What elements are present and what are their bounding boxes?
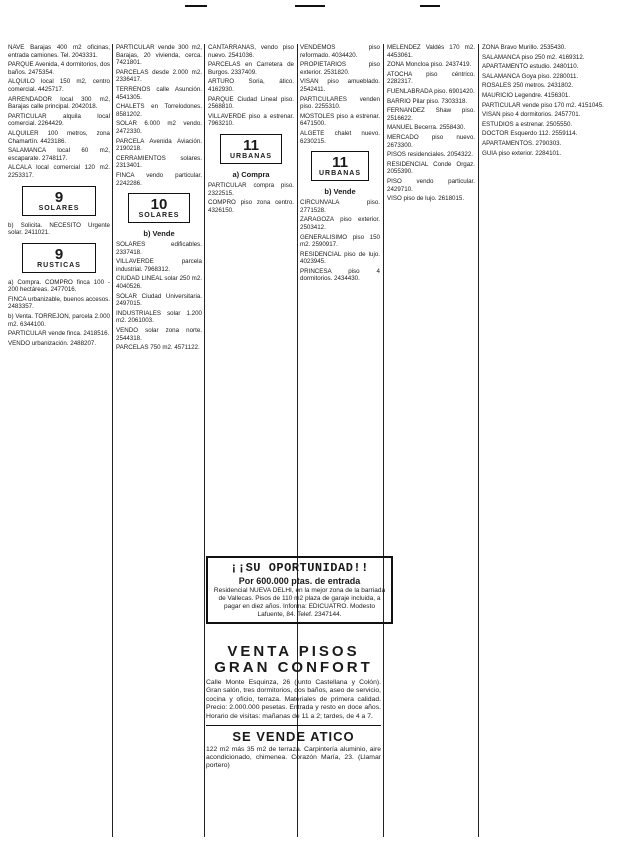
classified-ad: PRINCESA piso 4 dormitorios. 2434430. xyxy=(300,267,380,283)
classified-ad: COMPRO piso zona centro. 4326150. xyxy=(208,199,294,214)
column-rule xyxy=(383,44,384,837)
display-ad-title: VENTA PISOS xyxy=(227,643,360,660)
atico-ad-title: SE VENDE ATICO xyxy=(206,725,381,744)
classified-ad: GENERALISIMO piso 150 m2. 2590917. xyxy=(300,233,380,249)
display-ad xyxy=(206,644,381,771)
atico-ad-body: 122 m2 más 35 m2 de terraza. Carpintería aluminio, aire acondicionado, chimenea. Corazón María, 23. (Llamar portero) xyxy=(206,746,381,770)
classified-ad: VENDEMOS piso reformado. 4034420. xyxy=(300,44,380,59)
classified-ad: PROPIETARIOS piso exterior. 2531820. xyxy=(300,61,380,76)
column-5 xyxy=(387,44,475,839)
classified-ad: ALQUILO local 150 m2, centro comercial. 4425717. xyxy=(8,78,110,93)
classified-ad: PARQUE Avenida, 4 dormitorios, dos baños. 2475354. xyxy=(8,61,110,76)
classified-ad: ESTUDIOS a estrenar. 2505550. xyxy=(482,120,573,128)
promo-headline: ¡¡SU OPORTUNIDAD!! xyxy=(230,561,369,575)
classified-ad: VISO piso de lujo. 2618015. xyxy=(387,195,465,203)
classified-ad: MOSTOLES piso a estrenar. 6471500. xyxy=(300,112,380,128)
display-ad-body: Calle Monte Esquinza, 26 (junto Castellana y Colón). Gran salón, tres dormitorios, dos baños, aseo de servicio, cocina y oficio, terraza. Materiales de primera calidad. Precio: 2.000.000 pesetas. Entrada y resto en doce años. Horario de visitas: mañanas de 11 a 2; tardes, de 4 a 7. xyxy=(206,679,381,720)
classified-ad: PARTICULAR alquila local comercial. 2264429. xyxy=(8,112,110,128)
top-rule-left xyxy=(185,5,207,7)
top-rule-mid xyxy=(295,5,325,7)
classified-ad: MERCADO piso nuevo. 2673300. xyxy=(387,133,475,149)
section-header xyxy=(311,151,369,181)
classified-ad: SALAMANCA piso 250 m2. 4169312. xyxy=(482,53,585,61)
promo-box xyxy=(206,556,393,624)
classified-ad: CERRAMIENTOS solares. 2313401. xyxy=(116,154,202,170)
column-rule xyxy=(204,44,205,837)
section-header xyxy=(22,243,95,273)
classified-ad: PARTICULAR compra piso. 2322515. xyxy=(208,181,294,197)
classified-ad: VISAN piso 4 dormitorios. 2457701. xyxy=(482,111,581,119)
classified-ad: PARTICULARES venden piso. 2255310. xyxy=(300,95,380,111)
display-ad-subtitle: GRAN CONFORT xyxy=(214,659,373,676)
classified-ad: SOLAR 6.000 m2 vendo. 2472330. xyxy=(116,120,202,135)
section-label: URBANAS xyxy=(319,170,361,178)
classified-ad: MAURICIO Legendre. 4156301. xyxy=(482,91,571,99)
top-rule-right xyxy=(420,5,440,7)
section-number: 9 xyxy=(54,188,64,206)
classified-ad: SALAMANCA local 60 m2, escaparate. 2748117. xyxy=(8,147,110,162)
section-subhead: a) Compra xyxy=(232,169,270,179)
section-label: SOLARES xyxy=(138,212,180,220)
classified-ad: PARTICULAR vende 300 m2, Barajas, 20 vivienda, cerca. 7421801. xyxy=(116,44,202,67)
column-4 xyxy=(300,44,380,545)
classified-ad: a) Compra. COMPRO finca 100 - 200 hectáreas. 2477016. xyxy=(8,278,110,294)
classified-ad: RESIDENCIAL Conde Orgaz. 2055390. xyxy=(387,160,475,176)
classified-ad: FINCA vendo particular. 2242286. xyxy=(116,171,202,187)
classified-ad: PISO vendo particular. 2429710. xyxy=(387,177,475,193)
classified-ad: CANTARRANAS, vendo piso nuevo. 2541036. xyxy=(208,44,294,59)
classified-ad: TERRENOS calle Asunción. 4541305. xyxy=(116,85,202,101)
classified-ad: ALCALA local comercial 120 m2. 2253317. xyxy=(8,164,110,179)
classified-ad: ALQUILER 100 metros, zona Chamartín. 4423186. xyxy=(8,129,110,145)
section-label: RUSTICAS xyxy=(37,261,81,269)
classified-ad: MANUEL Becerra. 2558430. xyxy=(387,124,466,132)
classified-ad: FERNANDEZ Shaw piso. 2516622. xyxy=(387,107,475,122)
promo-subline: Por 600.000 ptas. de entrada xyxy=(238,576,361,586)
classified-ad: NAVE Barajas 400 m2 oficinas, entrada camiones. Tel. 2043331. xyxy=(8,44,110,59)
classified-ad: SOLARES edificables. 2337418. xyxy=(116,241,202,256)
classified-ad: CIUDAD LINEAL solar 250 m2. 4040526. xyxy=(116,275,202,291)
classified-ad: ARRENDADOR local 300 m2, Barajas calle principal. 2042018. xyxy=(8,95,110,111)
classified-ad: VENDO urbanización. 2488207. xyxy=(8,339,97,347)
classified-ad: CHALETS en Torrelodones. 8581202. xyxy=(116,103,202,118)
section-number: 9 xyxy=(54,245,64,263)
classified-ad: VILLAVERDE piso a estrenar. 7963210. xyxy=(208,112,294,128)
section-number: 10 xyxy=(150,196,168,214)
classified-ad: VENDO solar zona norte. 2544318. xyxy=(116,327,202,342)
classified-ad: GUIA piso exterior. 2284101. xyxy=(482,149,562,157)
column-rule xyxy=(478,44,479,837)
classified-ad: PARTICULAR vende piso 170 m2. 4151045. xyxy=(482,101,604,109)
classified-ad: b) Solicita. NECESITO Urgente solar. 2411021. xyxy=(8,221,110,237)
section-subhead: b) Vende xyxy=(143,229,175,239)
section-number: 11 xyxy=(332,154,348,172)
classified-ad: ALGETE chalet nuevo. 6230215. xyxy=(300,129,380,145)
classified-ad: BARRIO Pilar piso. 7303318. xyxy=(387,97,468,105)
column-3 xyxy=(208,44,294,545)
classified-ad: SALAMANCA Goya piso. 2280011. xyxy=(482,72,579,80)
column-1 xyxy=(8,44,110,839)
classified-ad: SOLAR Ciudad Universitaria. 2497015. xyxy=(116,292,202,308)
classified-ad: APARTAMENTO estudio. 2480110. xyxy=(482,63,579,71)
classified-ad: PARCELA Avenida Aviación. 2190218. xyxy=(116,137,202,153)
classified-ad: ARTURO Soria, ático. 4162930. xyxy=(208,78,294,93)
classified-ad: VILLAVERDE parcela industrial. 7968312. xyxy=(116,258,202,273)
classified-ad: DOCTOR Esquerdo 112. 2559114. xyxy=(482,130,578,138)
classified-ad: CIRCUNVALA piso. 2771528. xyxy=(300,199,380,214)
classified-ad: ROSALES 250 metros. 2431802. xyxy=(482,82,574,90)
column-2 xyxy=(116,44,202,839)
section-header xyxy=(220,134,282,164)
classified-ad: APARTAMENTOS. 2790303. xyxy=(482,139,562,147)
section-label: URBANAS xyxy=(230,152,272,160)
classified-ad: MELENDEZ Valdés 170 m2. 4453061. xyxy=(387,44,475,59)
section-header xyxy=(128,193,190,223)
section-number: 11 xyxy=(243,136,259,154)
classified-ad: PARQUE Ciudad Lineal piso. 2568810. xyxy=(208,95,294,111)
classified-ad: ZARAGOZA piso exterior. 2503412. xyxy=(300,216,380,231)
classified-ad: ATOCHA piso céntrico. 2282317. xyxy=(387,70,475,86)
classified-ad: FUENLABRADA piso. 6901420. xyxy=(387,87,475,95)
classified-ad: VISAN piso amueblado. 2542411. xyxy=(300,78,380,93)
section-header xyxy=(22,186,95,216)
classified-ad: INDUSTRIALES solar 1.200 m2. 2061003. xyxy=(116,309,202,325)
classified-ad: PARCELAS 750 m2. 4571122. xyxy=(116,344,200,352)
classified-ad: RESIDENCIAL piso de lujo. 4023945. xyxy=(300,250,380,266)
column-6 xyxy=(482,44,614,839)
classified-ad: ZONA Moncloa piso. 2437419. xyxy=(387,61,472,69)
classified-ad: FINCA urbanizable, buenos accesos. 2483357. xyxy=(8,295,110,311)
section-subhead: b) Vende xyxy=(324,187,356,197)
section-label: SOLARES xyxy=(38,204,80,212)
classified-ad: ZONA Bravo Murillo. 2535430. xyxy=(482,44,566,51)
classified-ad: PARTICULAR vende finca. 2418516. xyxy=(8,330,110,338)
column-rule xyxy=(112,44,113,837)
classified-ad: b) Venta. TORREJON, parcela 2.000 m2. 6344100. xyxy=(8,313,110,328)
classified-ad: PARCELAS desde 2.000 m2. 2336417. xyxy=(116,68,202,84)
classified-ad: PISOS residenciales. 2054322. xyxy=(387,151,473,159)
promo-body: Residencial NUEVA DELHI, en la mejor zona de la barriada de Vallecas. Pisos de 110 m2 plaza de garaje incluida, a pagar en diez años. Informa: EDICUATRO. Modesto Lafuente, 84. Telef. 2347144. xyxy=(213,587,386,618)
classified-ad: PARCELAS en Carretera de Burgos. 2337409. xyxy=(208,61,294,76)
